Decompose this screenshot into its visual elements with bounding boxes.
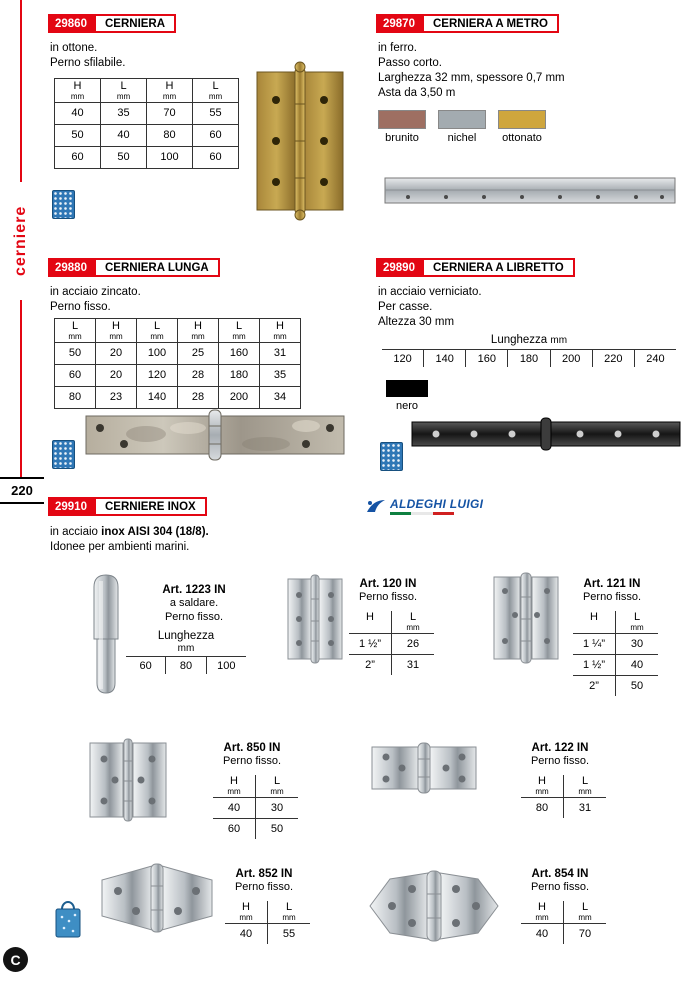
finish-option-brunito bbox=[378, 110, 426, 144]
table-row bbox=[55, 342, 301, 364]
finish-swatch bbox=[498, 110, 546, 129]
product-image-hinge-121 bbox=[492, 571, 560, 665]
article-852-text bbox=[204, 867, 324, 895]
col-unit: mm bbox=[116, 91, 131, 101]
col-header bbox=[349, 611, 392, 633]
dim-cell: 80 bbox=[535, 801, 549, 814]
product-code: 29890 bbox=[376, 258, 422, 277]
brand-flag-stripe bbox=[390, 512, 454, 515]
product-image-brass-hinge bbox=[253, 60, 347, 222]
desc-line: Per casse. bbox=[378, 300, 433, 313]
brand-logo bbox=[366, 498, 483, 515]
col-header bbox=[392, 611, 435, 633]
dim-cell: 35 bbox=[101, 102, 147, 124]
dimension-table-120 bbox=[349, 611, 434, 675]
dim-cell: 2” bbox=[573, 675, 616, 696]
length-value: 240 bbox=[634, 350, 676, 367]
article-122-text bbox=[500, 741, 620, 769]
dim-cell: 70 bbox=[564, 923, 607, 944]
col-unit: mm bbox=[191, 331, 205, 341]
product-section-29870 bbox=[376, 14, 690, 246]
dim-cell: 140 bbox=[137, 386, 178, 408]
product-description bbox=[50, 285, 141, 315]
col-letter: L bbox=[581, 901, 589, 913]
length-value: 120 bbox=[393, 352, 412, 365]
dim-cell: 120 bbox=[137, 364, 178, 386]
table-row bbox=[349, 654, 434, 675]
col-letter: H bbox=[590, 611, 598, 623]
col-letter: L bbox=[273, 775, 281, 787]
table-row bbox=[573, 633, 658, 654]
desc-line: Perno fisso. bbox=[50, 300, 111, 313]
article-subtitle: a saldare. bbox=[169, 597, 219, 610]
col-header bbox=[268, 901, 311, 923]
article-title: Art. 854 IN bbox=[531, 868, 589, 880]
col-header bbox=[55, 319, 96, 343]
product-description bbox=[50, 41, 125, 71]
desc-line bbox=[50, 525, 209, 540]
desc-line: Larghezza 32 mm, spessore 0,7 mm bbox=[378, 71, 565, 84]
dim-cell: 60 bbox=[213, 818, 256, 839]
retail-pack-icon bbox=[52, 440, 75, 469]
col-unit: mm bbox=[282, 912, 296, 922]
table-row bbox=[349, 633, 434, 654]
publisher-logo: C bbox=[3, 947, 28, 972]
col-unit: mm bbox=[239, 912, 253, 922]
dim-cell: 60 bbox=[193, 146, 239, 168]
product-description bbox=[378, 41, 565, 101]
col-letter: L bbox=[581, 775, 589, 787]
dim-cell: 100 bbox=[137, 342, 178, 364]
col-header bbox=[55, 79, 101, 103]
length-header-unit: mm bbox=[177, 642, 195, 654]
table-row bbox=[55, 364, 301, 386]
article-854-text bbox=[500, 867, 620, 895]
col-header bbox=[256, 775, 299, 797]
article-title: Art. 122 IN bbox=[531, 742, 589, 754]
dim-cell: 50 bbox=[55, 124, 101, 146]
length-value: 60 bbox=[139, 659, 152, 672]
article-subtitle: Perno fisso. bbox=[164, 611, 224, 624]
col-unit: mm bbox=[70, 91, 85, 101]
table-row bbox=[521, 923, 606, 944]
finish-option-nero bbox=[386, 380, 428, 412]
product-section-29890 bbox=[376, 258, 690, 492]
desc-line: Idonee per ambienti marini. bbox=[50, 540, 190, 553]
col-letter: L bbox=[235, 320, 243, 332]
article-121-text bbox=[552, 577, 672, 605]
retail-pack-icon bbox=[52, 190, 75, 219]
product-section-29880 bbox=[48, 258, 364, 492]
table-header-row bbox=[349, 611, 434, 633]
finish-option-ottonato bbox=[498, 110, 546, 144]
dimension-table-850 bbox=[213, 775, 298, 839]
product-image-hinge-854 bbox=[366, 869, 502, 943]
product-image-piano-hinge bbox=[382, 170, 678, 212]
table-row bbox=[573, 654, 658, 675]
dim-cell: 40 bbox=[616, 654, 659, 675]
dimension-table-852 bbox=[225, 901, 310, 944]
col-letter: L bbox=[633, 611, 641, 623]
col-letter: L bbox=[409, 611, 417, 623]
col-unit: mm bbox=[232, 331, 246, 341]
section-header bbox=[48, 14, 176, 33]
desc-line: in ferro. bbox=[378, 42, 417, 54]
col-letter: H bbox=[165, 80, 174, 92]
section-header bbox=[48, 497, 207, 516]
dim-cell: 34 bbox=[260, 386, 301, 408]
finish-label: brunito bbox=[385, 132, 419, 144]
col-unit: mm bbox=[578, 786, 592, 796]
length-value: 220 bbox=[592, 350, 634, 367]
dimension-table-121 bbox=[573, 611, 658, 696]
table-header-row bbox=[573, 611, 658, 633]
article-title: Art. 852 IN bbox=[235, 868, 293, 880]
col-header bbox=[193, 79, 239, 103]
table-row bbox=[55, 102, 239, 124]
article-120-text bbox=[328, 577, 448, 605]
finish-swatch bbox=[438, 110, 486, 129]
table-row bbox=[213, 797, 298, 818]
dim-cell: 50 bbox=[616, 675, 659, 696]
dim-cell: 180 bbox=[219, 364, 260, 386]
length-value: 80 bbox=[165, 657, 205, 674]
col-header bbox=[573, 611, 616, 633]
dim-cell: 1 ½” bbox=[573, 654, 616, 675]
article-1223-text bbox=[134, 583, 254, 625]
dim-cell: 28 bbox=[178, 364, 219, 386]
dim-cell: 50 bbox=[101, 146, 147, 168]
finish-options bbox=[378, 110, 546, 144]
col-unit: mm bbox=[406, 622, 420, 632]
dim-cell: 100 bbox=[147, 146, 193, 168]
product-code: 29880 bbox=[48, 258, 94, 277]
table-row bbox=[225, 923, 310, 944]
product-description bbox=[50, 525, 209, 555]
dim-cell: 26 bbox=[392, 633, 435, 654]
col-header bbox=[225, 901, 268, 923]
retail-pack-icon bbox=[380, 442, 403, 471]
brand-mark-icon bbox=[366, 498, 386, 514]
dim-cell: 160 bbox=[219, 342, 260, 364]
product-image-hinge-122 bbox=[370, 742, 478, 794]
col-letter: H bbox=[366, 611, 374, 623]
col-unit: mm bbox=[630, 622, 644, 632]
dim-cell: 70 bbox=[147, 102, 193, 124]
dim-cell: 80 bbox=[55, 386, 96, 408]
desc-plain: in acciaio bbox=[50, 526, 102, 538]
length-value: 100 bbox=[206, 657, 246, 674]
dim-cell: 40 bbox=[101, 124, 147, 146]
col-unit: mm bbox=[68, 331, 82, 341]
dim-cell: 50 bbox=[256, 818, 299, 839]
col-header bbox=[137, 319, 178, 343]
length-header bbox=[382, 334, 676, 350]
col-unit: mm bbox=[578, 912, 592, 922]
col-header bbox=[616, 611, 659, 633]
product-image-hinge-852 bbox=[94, 863, 220, 933]
dim-cell: 40 bbox=[239, 927, 253, 940]
finish-swatch bbox=[386, 380, 428, 397]
dim-cell: 25 bbox=[178, 342, 219, 364]
page-number: 220 bbox=[0, 477, 44, 504]
col-unit: mm bbox=[535, 912, 549, 922]
article-title: Art. 121 IN bbox=[583, 578, 641, 590]
desc-line: Perno sfilabile. bbox=[50, 56, 126, 69]
dim-cell: 80 bbox=[147, 124, 193, 146]
col-unit bbox=[351, 624, 389, 632]
dim-cell: 28 bbox=[178, 386, 219, 408]
product-title: CERNIERA A LIBRETTO bbox=[422, 258, 575, 277]
dim-cell: 31 bbox=[260, 342, 301, 364]
article-title: Art. 850 IN bbox=[223, 742, 281, 754]
col-letter: L bbox=[285, 901, 293, 913]
table-header-row bbox=[213, 775, 298, 797]
dim-cell: 20 bbox=[96, 364, 137, 386]
col-header bbox=[213, 775, 256, 797]
article-subtitle: Perno fisso. bbox=[530, 755, 590, 768]
table-header-row bbox=[521, 901, 606, 923]
dim-cell: 50 bbox=[55, 342, 96, 364]
finish-label: ottonato bbox=[502, 132, 542, 144]
dim-cell: 30 bbox=[616, 633, 659, 654]
col-unit: mm bbox=[273, 331, 287, 341]
dim-cell: 35 bbox=[260, 364, 301, 386]
dimension-table bbox=[54, 78, 239, 169]
col-header bbox=[178, 319, 219, 343]
product-title: CERNIERA A METRO bbox=[422, 14, 559, 33]
length-value: 200 bbox=[550, 350, 592, 367]
table-row bbox=[55, 124, 239, 146]
col-letter: H bbox=[112, 320, 120, 332]
product-title: CERNIERA bbox=[94, 14, 176, 33]
col-unit: mm bbox=[109, 331, 123, 341]
table-row bbox=[213, 818, 298, 839]
col-letter: H bbox=[230, 775, 238, 787]
table-header-row bbox=[521, 775, 606, 797]
length-header-label: Lunghezza bbox=[157, 630, 215, 642]
product-title: CERNIERA LUNGA bbox=[94, 258, 220, 277]
dim-cell: 40 bbox=[227, 801, 241, 814]
brand-name: ALDEGHI LUIGI bbox=[390, 497, 484, 511]
dim-cell: 31 bbox=[392, 654, 435, 675]
table-header-row bbox=[225, 901, 310, 923]
length-value: 140 bbox=[423, 350, 465, 367]
product-image-libretto-hinge bbox=[410, 416, 682, 452]
brand-text bbox=[390, 498, 483, 515]
col-header bbox=[521, 901, 564, 923]
col-header bbox=[564, 775, 607, 797]
desc-line: in ottone. bbox=[50, 42, 98, 54]
dimension-table bbox=[54, 318, 301, 409]
dim-cell: 60 bbox=[55, 146, 101, 168]
finish-option-nichel bbox=[438, 110, 486, 144]
dim-cell: 55 bbox=[193, 102, 239, 124]
product-code: 29860 bbox=[48, 14, 94, 33]
article-subtitle: Perno fisso. bbox=[582, 591, 642, 604]
table-row bbox=[55, 146, 239, 168]
dimension-table-854 bbox=[521, 901, 606, 944]
col-unit: mm bbox=[227, 786, 241, 796]
length-value: 160 bbox=[465, 350, 507, 367]
col-header bbox=[96, 319, 137, 343]
col-letter: H bbox=[276, 320, 284, 332]
article-subtitle: Perno fisso. bbox=[234, 881, 294, 894]
desc-line: in acciaio zincato. bbox=[50, 286, 141, 298]
col-letter: H bbox=[538, 775, 546, 787]
col-letter: L bbox=[120, 80, 127, 92]
product-description bbox=[378, 285, 482, 330]
product-title: CERNIERE INOX bbox=[94, 497, 207, 516]
dim-cell: 40 bbox=[535, 927, 549, 940]
dim-cell: 1 ¼” bbox=[582, 637, 605, 650]
col-header bbox=[564, 901, 607, 923]
dim-cell: 55 bbox=[268, 923, 311, 944]
product-image-long-hinge bbox=[84, 404, 346, 466]
finish-label: nero bbox=[395, 400, 419, 412]
dim-cell: 40 bbox=[55, 102, 101, 124]
product-image-weld-hinge-1223 bbox=[88, 571, 124, 701]
table-header-row bbox=[55, 79, 239, 103]
dim-cell: 30 bbox=[256, 797, 299, 818]
col-unit: mm bbox=[150, 331, 164, 341]
table-header-row bbox=[55, 319, 301, 343]
col-letter: L bbox=[71, 320, 79, 332]
col-header bbox=[147, 79, 193, 103]
section-header bbox=[376, 14, 559, 33]
dimension-table-122 bbox=[521, 775, 606, 818]
length-options bbox=[382, 334, 676, 367]
col-header bbox=[219, 319, 260, 343]
product-code: 29870 bbox=[376, 14, 422, 33]
desc-line: Asta da 3,50 m bbox=[378, 86, 456, 99]
length-header-label: Lunghezza bbox=[490, 334, 548, 346]
col-letter: L bbox=[153, 320, 161, 332]
dim-cell: 1 ½” bbox=[358, 637, 381, 650]
article-850-text bbox=[192, 741, 312, 769]
desc-line: in acciaio verniciato. bbox=[378, 286, 482, 298]
desc-line: Passo corto. bbox=[378, 56, 442, 69]
article-subtitle: Perno fisso. bbox=[530, 881, 590, 894]
dim-cell: 23 bbox=[96, 386, 137, 408]
col-unit bbox=[575, 624, 613, 632]
section-header bbox=[376, 258, 575, 277]
finish-label: nichel bbox=[447, 132, 477, 144]
length-values bbox=[126, 657, 246, 674]
table-row bbox=[573, 675, 658, 696]
length-header-unit: mm bbox=[550, 335, 568, 346]
product-image-hinge-850 bbox=[88, 737, 168, 823]
dim-cell: 2” bbox=[349, 654, 392, 675]
col-letter: H bbox=[194, 320, 202, 332]
col-unit: mm bbox=[162, 91, 177, 101]
dim-cell: 60 bbox=[193, 124, 239, 146]
col-letter: H bbox=[538, 901, 546, 913]
dim-cell: 200 bbox=[219, 386, 260, 408]
article-title: Art. 120 IN bbox=[359, 578, 417, 590]
section-header bbox=[48, 258, 220, 277]
desc-bold: inox AISI 304 (18/8). bbox=[101, 526, 209, 538]
col-header bbox=[521, 775, 564, 797]
product-code: 29910 bbox=[48, 497, 94, 516]
col-letter: L bbox=[212, 80, 219, 92]
col-letter: H bbox=[242, 901, 250, 913]
sidebar-category-label: cerniere bbox=[3, 182, 39, 300]
article-subtitle: Perno fisso. bbox=[358, 591, 418, 604]
article-title: Art. 1223 IN bbox=[162, 584, 226, 596]
dim-cell: 31 bbox=[564, 797, 607, 818]
length-options-1223 bbox=[126, 630, 246, 674]
col-header bbox=[101, 79, 147, 103]
finish-swatch bbox=[378, 110, 426, 129]
article-subtitle: Perno fisso. bbox=[222, 755, 282, 768]
length-header bbox=[126, 630, 246, 657]
dim-cell: 60 bbox=[55, 364, 96, 386]
length-values bbox=[382, 350, 676, 367]
retail-bag-icon bbox=[52, 897, 84, 941]
table-row bbox=[521, 797, 606, 818]
col-unit: mm bbox=[535, 786, 549, 796]
col-unit: mm bbox=[208, 91, 223, 101]
product-section-29910 bbox=[48, 497, 690, 975]
dim-cell: 20 bbox=[96, 342, 137, 364]
col-letter: H bbox=[73, 80, 82, 92]
desc-line: Altezza 30 mm bbox=[378, 315, 455, 328]
length-value: 180 bbox=[507, 350, 549, 367]
col-unit: mm bbox=[270, 786, 284, 796]
product-section-29860 bbox=[48, 14, 364, 246]
col-header bbox=[260, 319, 301, 343]
